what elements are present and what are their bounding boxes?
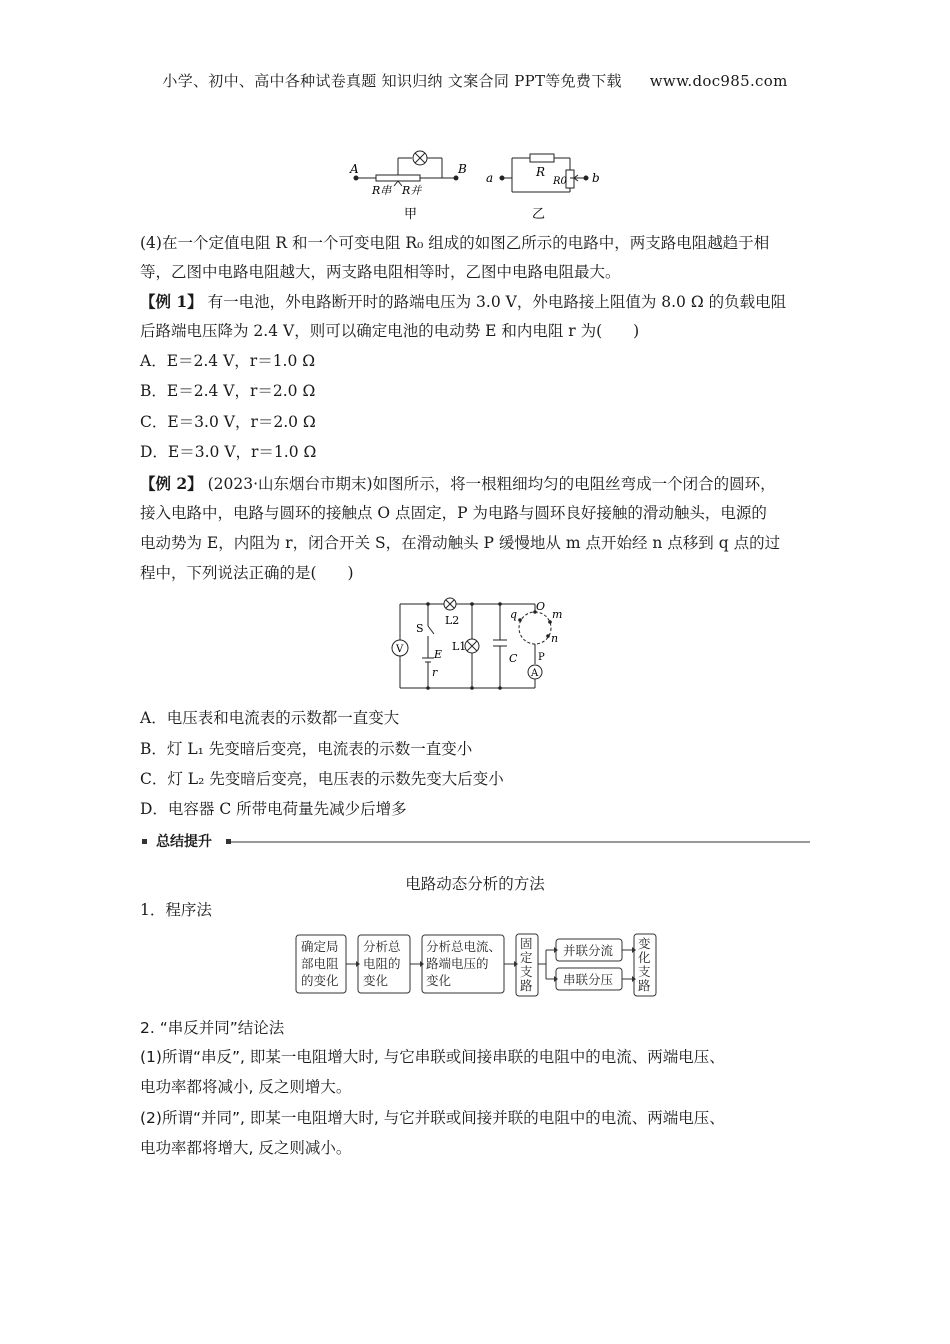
label-a: a — [486, 171, 494, 185]
header-site: www.doc985.com — [649, 72, 788, 90]
flow-box-2-line2: 电阻的 — [363, 956, 401, 971]
flow-box-4-char4: 路 — [520, 978, 533, 993]
lamp-l2-label: L2 — [445, 614, 460, 627]
example1-option-b: B．E＝2.4 V，r＝2.0 Ω — [140, 382, 316, 400]
label-B: B — [458, 162, 467, 176]
example2-option-a: A．电压表和电流表的示数都一直变大 — [140, 709, 400, 727]
example1-tag: 【例 1】 — [140, 292, 203, 311]
flow-box-2-line3: 变化 — [363, 973, 389, 988]
summary-label: 总结提升 — [152, 832, 216, 852]
rule2-line1: (2)所谓“并同”, 即某一电阻增大时, 与它并联或间接并联的电阻中的电流、两端电压、 — [140, 1109, 725, 1127]
example2-line3: 电动势为 E，内阻为 r，闭合开关 S，在滑动触头 P 缓慢地从 m 点开始经 n 点移到 q 点的过 — [140, 534, 781, 552]
para4-line2: 等，乙图中电路电阻越大，两支路电阻相等时，乙图中电路电阻最大。 — [140, 263, 621, 281]
capacitor-label: C — [509, 652, 518, 665]
flow-box-7-char3: 支 — [638, 964, 651, 979]
rule2-line2: 电功率都将增大, 反之则减小。 — [140, 1139, 352, 1157]
point-n-label: n — [551, 632, 559, 645]
circuit-example2 — [390, 596, 563, 694]
para4-line1: (4)在一个定值电阻 R 和一个可变电阻 R₀ 组成的如图乙所示的电路中，两支路电阻越趋于相 — [140, 234, 770, 252]
voltmeter-label: V — [396, 644, 404, 655]
emf-label: E — [434, 648, 443, 661]
point-o-label: O — [536, 600, 546, 613]
example2-option-b: B．灯 L₁ 先变暗后变亮，电流表的示数一直变小 — [140, 740, 473, 758]
label-b: b — [592, 171, 600, 185]
flow-box-4-char3: 支 — [520, 964, 533, 979]
rule1-line1: (1)所谓“串反”, 即某一电阻增大时, 与它串联或间接串联的电阻中的电流、两端电压、 — [140, 1048, 725, 1066]
method-2-heading: 2. “串反并同”结论法 — [140, 1019, 285, 1037]
example2-line1 — [140, 474, 820, 494]
flow-box-2-line1: 分析总 — [363, 939, 401, 954]
example1-text1: 有一电池，外电路断开时的路端电压为 3.0 V，外电路接上阻值为 8.0 Ω 的负载电阻 — [202, 293, 787, 311]
method-1-heading: 1．程序法 — [140, 901, 212, 919]
flowchart — [290, 930, 670, 998]
flow-box-7-char1: 变 — [638, 936, 651, 951]
example2-option-c: C．灯 L₂ 先变暗后变亮，电压表的示数先变大后变小 — [140, 770, 504, 788]
flow-box-1-line1: 确定局 — [301, 939, 339, 954]
example2-line4: 程中，下列说法正确的是( ) — [140, 564, 354, 582]
internal-resistance-label: r — [432, 666, 438, 679]
caption-jia: 甲 — [404, 207, 418, 222]
flow-box-6-text: 串联分压 — [563, 972, 614, 987]
flow-box-1-line2: 部电阻 — [301, 956, 339, 971]
slider-p-label: P — [538, 652, 545, 663]
example2-line2: 接入电路中，电路与圆环的接触点 O 点固定，P 为电路与圆环良好接触的滑动触头，电源的 — [140, 504, 767, 522]
flow-box-7-char2: 化 — [638, 950, 651, 965]
label-R: R — [536, 165, 546, 179]
point-m-label: m — [552, 608, 563, 621]
header-text: 小学、初中、高中各种试卷真题 知识归纳 文案合同 PPT等免费下载 — [162, 72, 622, 90]
example2-text1: (2023·山东烟台市期末)如图所示，将一根粗细均匀的电阻丝弯成一个闭合的圆环， — [202, 475, 776, 493]
figure-jia-yi — [340, 148, 620, 224]
label-R0: R0 — [553, 176, 567, 187]
flow-box-3-line3: 变化 — [426, 973, 452, 988]
label-A: A — [350, 162, 359, 176]
circuit-jia — [354, 151, 458, 186]
example1-option-a: A．E＝2.4 V，r＝1.0 Ω — [140, 352, 316, 370]
example2-tag: 【例 2】 — [140, 474, 203, 493]
lamp-l1-label: L1 — [452, 640, 467, 653]
summary-title: 电路动态分析的方法 — [405, 875, 545, 893]
point-q-label: q — [510, 608, 518, 621]
example2-option-d: D．电容器 C 所带电荷量先减少后增多 — [140, 800, 407, 818]
flow-box-4-char2: 定 — [520, 950, 533, 965]
summary-divider — [140, 832, 810, 852]
example1-line1 — [140, 292, 820, 312]
ammeter-label: A — [531, 668, 539, 679]
label-r-parallel: R并 — [402, 184, 422, 197]
flow-box-5-text: 并联分流 — [563, 943, 614, 958]
flow-box-1-line3: 的变化 — [301, 973, 339, 988]
page-header — [0, 70, 950, 91]
flow-box-3-line2: 路端电压的 — [426, 956, 489, 971]
switch-label: S — [416, 622, 424, 635]
caption-yi: 乙 — [532, 207, 546, 222]
rule1-line2: 电功率都将减小, 反之则增大。 — [140, 1078, 352, 1096]
example1-option-c: C．E＝3.0 V，r＝2.0 Ω — [140, 413, 316, 431]
flow-box-7-char4: 路 — [638, 978, 651, 993]
flow-box-4-char1: 固 — [520, 936, 533, 951]
flow-box-3-line1: 分析总电流、 — [426, 939, 502, 954]
example1-line2: 后路端电压降为 2.4 V，则可以确定电池的电动势 E 和内电阻 r 为( ) — [140, 322, 640, 340]
label-r-series: R串 — [372, 184, 392, 197]
example1-option-d: D．E＝3.0 V，r＝1.0 Ω — [140, 443, 317, 461]
